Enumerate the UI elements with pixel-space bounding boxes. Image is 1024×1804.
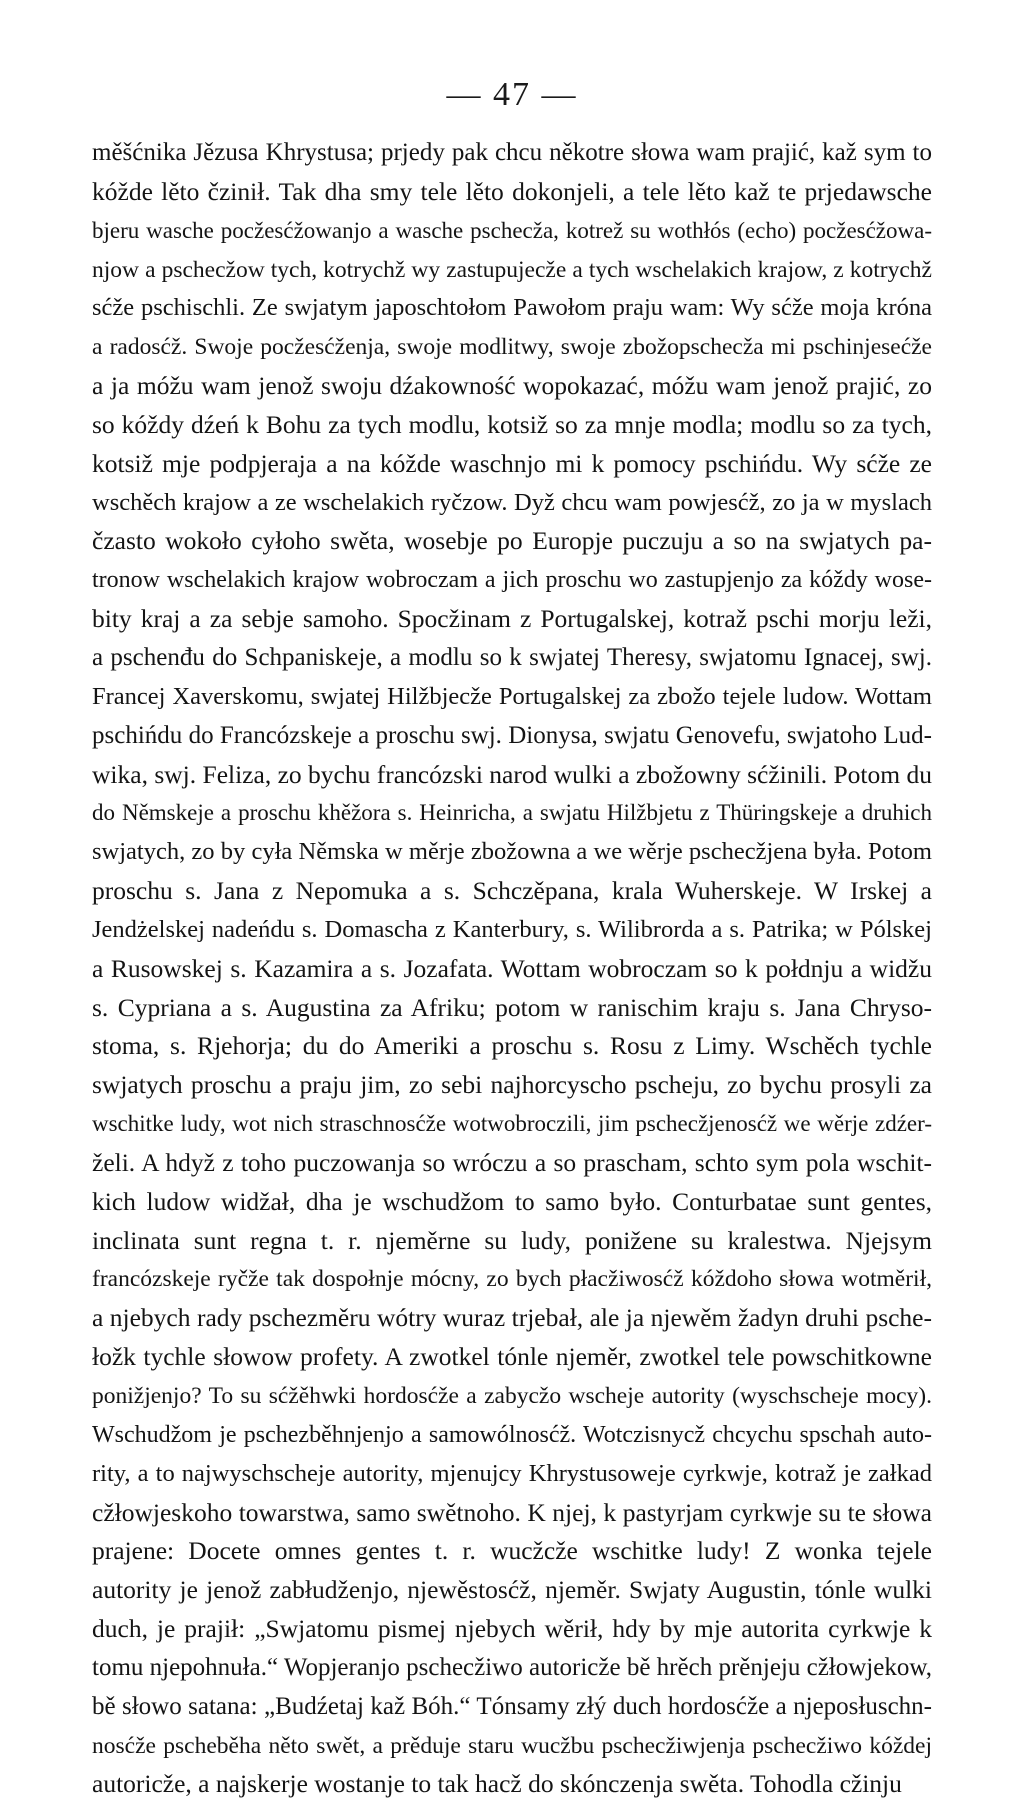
text-line: sćže pschischli. Ze swjatym japoschtołom Pawołom praju wam: Wy sćže moja króna (92, 294, 932, 322)
text-line: wschěch krajow a ze wschelakich ryčzow. Dyž chcu wam powjesćž, zo ja w myslach (92, 488, 932, 516)
text-line: rity, a to najwyschscheje autority, mjenujcy Khrystusoweje cyrkwje, kotraž je załkad (92, 1459, 932, 1487)
text-line: nosćže pscheběha něto swět, a prěduje staru wucžbu pschecžiwjenja pschecžiwo kóždej (92, 1732, 932, 1759)
text-line: njow a pschecžow tych, kotrychž wy zastupujecže a tych wschelakich krajow, z kotrychž (92, 256, 932, 283)
text-line: bjeru wasche pocžesćžowanjo a wasche pschecža, kotrež su wothłós (echo) pocžesćžowa- (92, 217, 932, 243)
text-line: łožk tychle słowow profety. A zwotkel tónle njeměr, zwotkel tele powschitkowne (92, 1342, 932, 1372)
text-line: inclinata sunt regna t. r. njeměrne su ludy, ponižene su kralestwa. Njejsym (92, 1225, 932, 1255)
text-line: do Němskeje a proschu khěžora s. Heinricha, a swjatu Hilžbjetu z Thüringskeje a druhich (92, 800, 932, 826)
text-line: autority je jenož zabłudženjo, njewěstosćž, njeměr. Swjaty Augustin, tónle wulki (92, 1575, 932, 1605)
text-line: so kóždy dźeń k Bohu za tych modlu, kotsiž so za mnje modla; modlu so za tych, (92, 409, 932, 439)
text-line: Wschudžom je pschezběhnjenjo a samowólnosćž. Wotczisnycž chcychu spschah auto- (92, 1421, 932, 1448)
text-line: prajene: Docete omnes gentes t. r. wucžcže wschitke ludy! Z wonka tejele (92, 1536, 932, 1566)
text-line: swjatych proschu a praju jim, zo sebi najhorcyscho pscheju, zo bychu prosyli za (92, 1070, 932, 1100)
text-line: tomu njepohnuła.“ Wopjeranjo pschecžiwo autoricže bě hrěch prěnjeju cžłowjekow, (92, 1653, 932, 1681)
text-line: kóždе lěto čzinił. Tak dha smy tele lěto dokonjeli, a tele lěto kaž te prjedawsche (92, 176, 932, 206)
text-line: francózskeje ryčže tak dospołnje mócny, zo bych płacžiwosćž kóždoho słowa wotměrił, (92, 1266, 932, 1293)
text-line: s. Cypriana a s. Augustina za Afriku; potom w ranischim kraju s. Jana Chryso- (92, 992, 932, 1022)
text-line: a Rusowskej s. Kazamira a s. Jozafata. Wottam wobroczam so k połdnju a widžu (92, 953, 932, 983)
text-line: duch, je prajił: „Swjatomu pismej njebych wěrił, hdy by mje autorita cyrkwje k (92, 1614, 932, 1644)
text-line: bě słowo satana: „Budźetaj kaž Bóh.“ Tónsamy złý duch hordosćže a njeposłuschn- (92, 1692, 932, 1720)
text-line: proschu s. Jana z Nepomuka a s. Schczěpana, krala Wuherskeje. W Irskej a (92, 876, 932, 906)
text-line: autoricže, a najskerje wostanje to tak hacž do skónczenja swěta. Tohodla cžinju (92, 1769, 902, 1799)
body-text (92, 134, 932, 1804)
text-line: wschitke ludy, wot nich straschnosćže wotwobroczili, jim pschecžjenosćž we wěrje zdźer- (92, 1111, 932, 1137)
text-line: kotsiž mje podpjeraja a na kóždе waschnjo mi k pomocy pschińdu. Wy sćže ze (92, 448, 932, 478)
text-line: čzasto wokoło cyłoho swěta, wosebje po Europje puczuju a so na swjatych pa- (92, 526, 932, 556)
text-line: stoma, s. Rjehorja; du do Ameriki a proschu s. Rosu z Limy. Wschěch tychle (92, 1031, 932, 1061)
text-line: a ja móžu wam jenož swoju dźakowność wopokazać, móžu wam jenož prajić, zo (92, 371, 932, 401)
text-line: bity kraj a za sebje samoho. Spocžinam z Portugalskej, kotraž pschi morju leži, (92, 604, 932, 634)
text-line: cžłowjeskoho towarstwa, samo swětnoho. K njej, k pastyrjam cyrkwje su te słowa (92, 1497, 932, 1527)
text-line: Jendżelskej nadeńdu s. Domascha z Kanterbury, s. Wilibrorda a s. Patrika; w Pólskej (92, 915, 932, 943)
page-number: — 47 — (446, 76, 578, 113)
text-line: a pschenđu do Schpaniskeje, a modlu so k swjatej Theresy, swjatomu Ignacej, swj. (92, 643, 932, 671)
text-line: wika, swj. Feliza, zo bychu francózski narod wulki a zbožowny sćžinili. Potom du (92, 759, 932, 789)
text-line: měšćnika Jězusa Khrystusa; prjedy pak chcu někotre słowa wam prajić, kaž sym to (92, 139, 932, 166)
text-line: želi. A hdyž z toho puczowanja so wróczu a so prascham, schto sym pola wschit- (92, 1147, 932, 1177)
text-line: pschińdu do Francózskeje a proschu swj. Dionysa, swjatu Genovefu, swjatoho Lud- (92, 721, 932, 749)
text-line: ponižjenjo? To su sćžěhwki hordosćže a zabycžo wscheje autority (wyschscheje mocy). (92, 1383, 932, 1409)
text-line: swjatych, zo by cyła Němska w měrje zbožowna a we wěrje pschecžjena była. Potom (92, 838, 932, 866)
text-line: a njebych rady pschezměru wótry wuraz trjebał, ale ja njewěm žadyn druhi psche- (92, 1303, 932, 1333)
text-line: kich ludow widžał, dha je wschudžom to samo było. Conturbatae sunt gentes, (92, 1186, 932, 1216)
text-line: a radosćž. Swoje pocžesćženja, swoje modlitwy, swoje zbožopschecža mi pschinjesećže (92, 334, 932, 361)
text-line: tronow wschelakich krajow wobroczam a jich proschu wo zastupjenjo za kóždy wose- (92, 567, 932, 594)
text-line: Francej Xaverskomu, swjatej Hilžbjecže Portugalskej za zbožo tejele ludow. Wottam (92, 682, 932, 710)
